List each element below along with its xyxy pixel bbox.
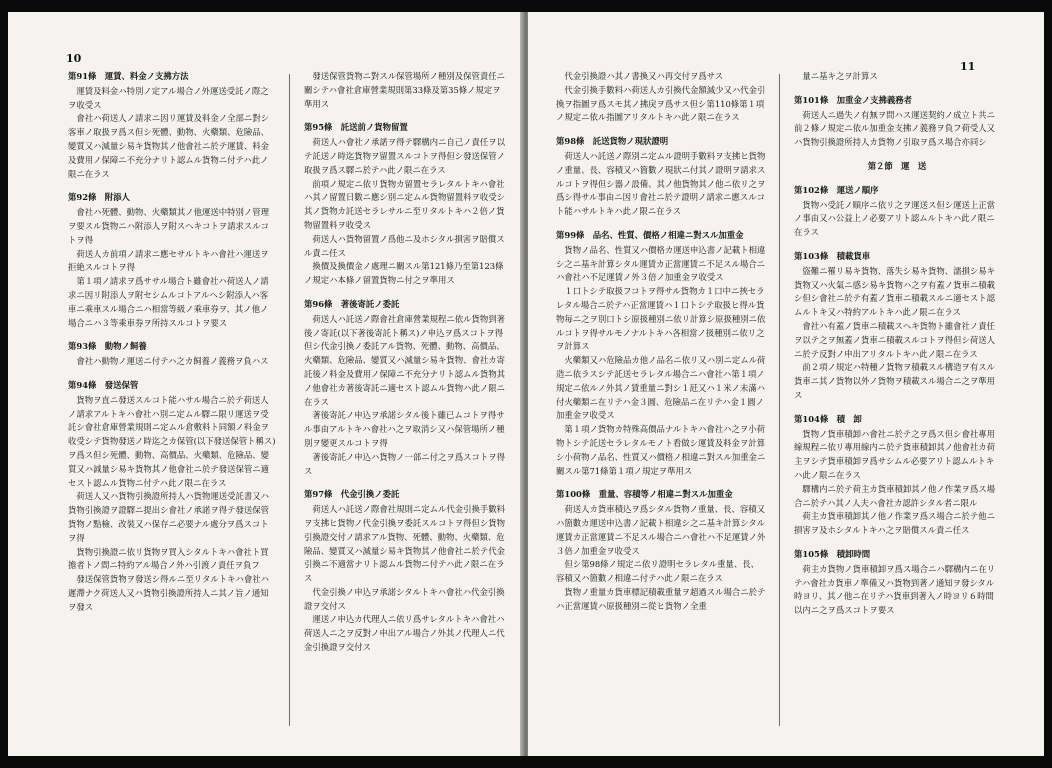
article [794,250,1000,403]
page-number: 10 [66,52,82,65]
article [794,160,1000,174]
article-heading: 第102條 運送ノ順序 [794,184,879,195]
column-divider [779,74,780,726]
page-number: 11 [960,60,976,73]
article [794,548,1000,618]
article-paragraph: 著後寄託ノ申込ヲ承諾シタル後ト雖已ムコトヲ得サル事由アルトキハ會社ハ之ヲ取消シ又ハ保管場所ノ種別ヲ變更スルコトヲ得 [304,410,505,448]
article-paragraph: 驛構内ニ於テ荷主カ貨車積卸其ノ他ノ作業ヲ爲ス場合ニ於テハ其ノ人夫ハ會社カ認許シタル者ニ限ル [794,483,996,508]
article-paragraph: 發送保管貨物ヲ發送シ得ルニ至リタルトキハ會社ハ遲滯ナク荷送人又ハ貨物引換證所持人ニ其ノ旨ノ通知ヲ發ス [68,574,270,612]
article-paragraph: 貨物ノ重量カ貨車標記積載重量ヲ超過スル場合ニ於テハ正當運賃ハ原扱種別ニ從ヒ貨物ノ全重 [556,586,766,611]
article [556,70,766,125]
article-paragraph: 但シ第98條ノ規定ニ依リ證明セラレタル重量、長、容積又ハ箇數ノ相違ニ付テハ此ノ限ニ在ラス [556,559,759,584]
article-heading: 第97條 代金引換ノ委託 [304,489,400,500]
right-page [528,12,1044,756]
article-paragraph: 會社ハ動物ノ運送ニ付テハ之カ飼養ノ義務ヲ負ハス [76,356,269,367]
article-paragraph: 代金引換證ハ其ノ書換又ハ再交付ヲ爲サス [564,71,724,81]
article-paragraph: 發送保管貨物ニ對スル保管場所ノ種別及保管責任ニ關シテハ會社倉庫營業規則第33條及第35條ノ規定ヲ準用ス [304,71,506,109]
column-divider [289,74,290,726]
left-page [8,12,524,756]
article-paragraph: 荷主カ貨物ノ貨車積卸ヲ爲ス場合ニハ驛構内ニ在リテハ會社カ貨車ノ準備又ハ貨物到著ノ通知ヲ發シタル時ヨリ、其ノ他ニ在リテハ貨車到著入ノ時ヨリ６時間以内ニ之ヲ爲スコトヲ要ス [794,563,996,616]
article [68,191,276,330]
article-paragraph: 盜難ニ罹リ易キ貨物、落失シ易キ貨物、濡損シ易キ貨物又ハ火氣ニ感シ易キ貨物ハ之ヲ有蓋ノ貨車ニ積載シ但シ會社ニ於テ有蓋ノ貨車ニ積載スルニ適セスト認ムルトキ又ハ特約アルトキハ此ノ限ニ在ラス [794,265,996,318]
article [304,298,508,478]
article [304,121,508,288]
article-paragraph: 著後寄託ノ申込ハ貨物ノ一部ニ付之ヲ爲スコトヲ得ス [304,451,506,476]
article-paragraph: 貨物ノ品名、性質又ハ價格カ運送申込書ノ記載ト相違シ之ニ基キ計算シタル運賃カ正當運賃ニ不足スル場合ニハ會社ハ不足運賃ノ外３倍ノ加重金ヲ收受ス [556,244,766,283]
article-paragraph: 荷送人ハ貨物留置ノ爲他ニ及ホシタル損害ヲ賠償スル責ニ任ス [304,233,505,258]
text-column [68,70,276,736]
article [68,340,276,369]
article-paragraph: 代金引換手數料ハ荷送人カ引換代金額減少又ハ代金引換ヲ指圖ヲ爲スモ其ノ拂戾ヲ爲サス但シ第110條第１項ノ規定ニ依ル指圖アリタルトキハ此ノ限ニ在ラス [556,84,766,123]
article [304,488,508,655]
article-paragraph: 荷送人又ハ貨物引換證所持人ハ貨物運送受託書又ハ貨物引換證ヲ證驛ニ提出シ會社ノ承諾ヲ得テ發送保管貨物ノ點檢、改裝又ハ保存ニ必要ナル處分ヲ爲スコトヲ得 [68,491,270,543]
article-paragraph: 會社ハ有蓋ノ貨車ニ積載スヘキ貨物ト雖會社ノ責任ヲ以テ之ヲ無蓋ノ貨車ニ積載スルコトヲ得但シ荷送人ニ於テ反對ノ申出アリタルトキハ此ノ限ニ在ラス [794,320,996,359]
article-paragraph: １口トシテ取扱フコトヲ得サル貨物カ１口中ニ挾セラレタル場合ニ於テハ正當運賃ハ１口トシテ取扱ヒ得ル貨物毎ニ之ヲ別口トシ原扱種別ニ依リ計算シ原扱種別ニ依ルコトヲ得サルモノナルトキハ各相當ノ扱種別ニ依リ之ヲ計算ス [556,286,766,352]
article-paragraph: 第１項ノ貨物カ特殊高價品ナルトキハ會社ハ之ヲ小荷物トシテ託送セラレタルモノト看做シ運賃及料金ヲ計算シ小荷物ノ品名、性質又ハ價格ノ相違ニ對スル加重金ニ關スル第71條第１項ノ規定ヲ準用ス [556,424,766,476]
article-paragraph: 貨物引換證ニ依リ貨物ヲ買入シタルトキハ會社ト買擔者トノ間ニ特約アル場合ノ外ハ引渡ノ責任ヲ負フ [68,546,269,571]
article-paragraph: 會社ハ死體、動物、火藥類其ノ他運送中特別ノ管理ヲ要スル貨物ニハ附添人ヲ附スヘキコトヲ請求スルコトヲ得 [68,207,270,245]
article-paragraph: 運賃及料金ハ特別ノ定アル場合ノ外運送受託ノ際之ヲ收受ス [68,85,269,110]
article-heading: 第94條 發送保管 [68,379,139,390]
article-heading: 第99條 品名、性質、價格ノ相違ニ對スル加重金 [556,229,744,240]
article-heading: 第105條 積卸時間 [794,548,871,559]
article-heading: 第104條 積 卸 [794,413,862,424]
article-paragraph: 荷送人ハ託送ノ際會社倉庫營業規程ニ依ル貨物到著後ノ寄託(以下著後寄託ト稱ス)ノ申込ヲ爲スコトヲ得但シ代金引換ノ委託アル貨物、死體、動物、高價品、火藥類、危險品、變質又ハ減量シ易キ貨物、會社カ寄託後ノ料金及費用ノ保障ニ不充分ナリト認ムル貨物其ノ他會社カ著後寄託ニ適セスト認ムル貨物ハ此ノ限ニ在ラス [304,313,506,407]
article [68,70,276,181]
article [794,70,1000,84]
article-paragraph: 荷送人ニ過失ノ有無ヲ問ハス運送契約ノ成立ト共ニ前２條ノ規定ニ依ル加重金支拂ノ義務ヲ負フ荷受人又ハ貨物引換證所持人カ貨物ノ引取ヲ爲ス場合亦同シ [794,109,996,148]
article-paragraph: 代金引換ノ申込ヲ承諾シタルトキハ會社ハ代金引換證ヲ交付ス [304,586,505,611]
article-paragraph: 前項ノ規定ニ依リ貨物カ留置セラレタルトキハ會社ハ其ノ留置日數ニ應シ別ニ定ムル貨物留置料ヲ收受シ其ノ貨物カ託送セラレサルニ至リタルトキハ２倍ノ貨物留置料ヲ收受ス [304,178,505,230]
text-column [556,70,766,736]
article-heading: 第101條 加重金ノ支拂義務者 [794,94,912,105]
article-paragraph: 荷送人カ前項ノ請求ニ應セサルトキハ會社ハ運送ヲ拒絶スルコトヲ得 [68,248,269,273]
article-heading: 第91條 運賃、料金ノ支拂方法 [68,71,189,81]
article-heading: 第103條 積載貨車 [794,250,871,261]
article-paragraph: 荷主カ貨車積卸其ノ他ノ作業ヲ爲ス場合ニ於テ他ニ損害ヲ及ホシタルトキハ之ヲ賠償スル責ニ任ス [794,511,996,536]
article-heading: 第100條 重量、容積等ノ相違ニ對スル加重金 [556,489,733,500]
article-paragraph: 荷送人ハ託送ノ際別ニ定ムル證明手數料ヲ支拂ヒ貨物ノ重量、長、容積又ハ箇數ノ現狀ニ付其ノ證明ヲ請求スルコトヲ得但シ器ノ設備、其ノ他貨物其ノ他ニ依リ之ヲ爲シ得サル事由ニ因リ會社ニ於テ證明ノ請求ニ應スルコト能ハサルトキハ此ノ限ニ在ラス [556,150,766,217]
article-paragraph: 運送ノ申込カ代理人ニ依リ爲サレタルトキハ會社ハ荷送人ニ之ヲ反對ノ申出アル場合ノ外其ノ代理人ニ代金引換證ヲ交付ス [304,614,505,653]
article-paragraph: 荷送人カ貨車積込ヲ爲シタル貨物ノ重量、長、容積又ハ箇數カ運送申込書ノ記載ト相違シ之ニ基キ計算シタル運賃カ正當運賃ニ不足スル場合ニハ會社ハ不足運賃ノ外３倍ノ加重金ヲ收受ス [556,504,766,556]
section-heading: 第２節 運 送 [867,160,927,171]
article-heading: 第92條 附添人 [68,192,130,203]
article-paragraph: 前２項ノ規定ハ特種ノ貨物ヲ積載スル構造ヲ有スル貨車ニ其ノ貨物以外ノ貨物ヲ積載スル場合ニ之ヲ準用ス [794,362,996,400]
article-paragraph: 換價及換價金ノ處理ニ關スル第121條乃至第123條ノ規定ハ本條ノ留置貨物ニ付之ヲ準用ス [304,261,504,286]
article [556,229,766,478]
article-paragraph: 荷送人ハ會社ノ承諾ヲ得テ驛構内ニ自己ノ責任ヲ以テ託送ノ時迄貨物ヲ留置スルコトヲ得但シ發送保管ノ取扱ヲ爲ス驛ニ於テハ此ノ限ニ在ラス [304,137,506,175]
article-heading: 第93條 動物ノ飼養 [68,341,147,352]
article-paragraph: 貨物ノ貨車積卸ハ會社ニ於テ之ヲ爲ス但シ會社專用線規程ニ依リ專用線内ニ於テ貨車積卸其ノ他會社カ荷主ヲシテ貨車積卸ヲ爲サシムル必要アリト認ムルトキハ此ノ限ニ在ラス [794,428,996,480]
article [556,488,766,613]
article-paragraph: 貨物ヲ直ニ發送スルコト能ハサル場合ニ於テ荷送人ノ請求アルトキハ會社ハ別ニ定ムル驛ニ限リ運送ヲ受託シ會社倉庫營業規則ニ定ムル倉敷料ト同額ノ料金ヲ收受シテ貨物發送ノ時迄之カ保管(以下發送保管ト稱ス)ヲ爲ス但シ死體、動物、高價品、火藥類、危險品、變質又ハ減量シ易キ貨物其ノ他會社ニ於テ發送保管ニ適セスト認ムル貨物ニ付テハ此ノ限ニ在ラス [68,394,276,488]
article-heading: 第95條 託送前ノ貨物留置 [304,122,408,133]
article-paragraph: 第１項ノ請求ヲ爲ササル場合ト雖會社ハ荷送人ノ請求ニ因リ附添人ヲ附セシムルコトアルヘシ附添人ハ客車ニ乘車スル場合ニハ相當等級ノ乘車券ヲ、其ノ他ノ場合ニハ３等乘車券ヲ所持スルコトヲ要ス [68,276,269,328]
article [304,70,508,111]
article [794,184,1000,240]
article-paragraph: 貨物ハ受託ノ順序ニ依リ之ヲ運送ス但シ運送上正當ノ事由又ハ公益上ノ必要アリト認ムルトキハ此ノ限ニ在ラス [794,199,996,238]
article-paragraph: 量ニ基キ之ヲ計算ス [802,71,878,81]
text-column [304,70,508,736]
article [794,413,1000,538]
article [68,379,276,615]
article-paragraph: 荷送人ハ託送ノ際會社規則ニ定ムル代金引換手數料ヲ支拂ヒ貨物ノ代金引換ヲ委託スルコトヲ得但シ貨物引換證交付ノ請求アル貨物、死體、動物、火藥類、危險品、變質又ハ減量シ易キ貨物其ノ他會社ニ於テ代金引換ニ不適當ナリト認ムル貨物ニ付テハ此ノ限ニ在ラス [304,504,506,584]
article [556,135,766,219]
article-paragraph: 火藥類又ハ危險品カ他ノ品名ニ依リ又ハ別ニ定ムル荷造ニ依ラスシテ託送セラレタル場合ニハ會社ハ第１項ノ規定ニ依ルノ外其ノ賃重量ニ對シ１瓩又ハ１米ノ未滿ハ付火藥類ニ在リテハ金３圓、危險品ニ在リテハ金１圓ノ加重金ヲ收受ス [556,355,766,421]
article-heading: 第98條 託送貨物ノ現狀證明 [556,136,669,147]
article-paragraph: 會社ハ荷送人ノ請求ニ因リ運賃及料金ノ全部ニ對シ客車ノ取扱ヲ爲ス但シ死體、動物、火藥類、危險品、變質又ハ減量シ易キ貨物其ノ他會社ニ於テ運賃、料金及費用ノ保障ニ不充分ナリト認ムル貨物ニ付テハ此ノ限ニ在ラス [68,113,270,179]
article [794,94,1000,150]
text-column [794,70,1000,736]
article-heading: 第96條 著後寄託ノ委託 [304,298,400,309]
